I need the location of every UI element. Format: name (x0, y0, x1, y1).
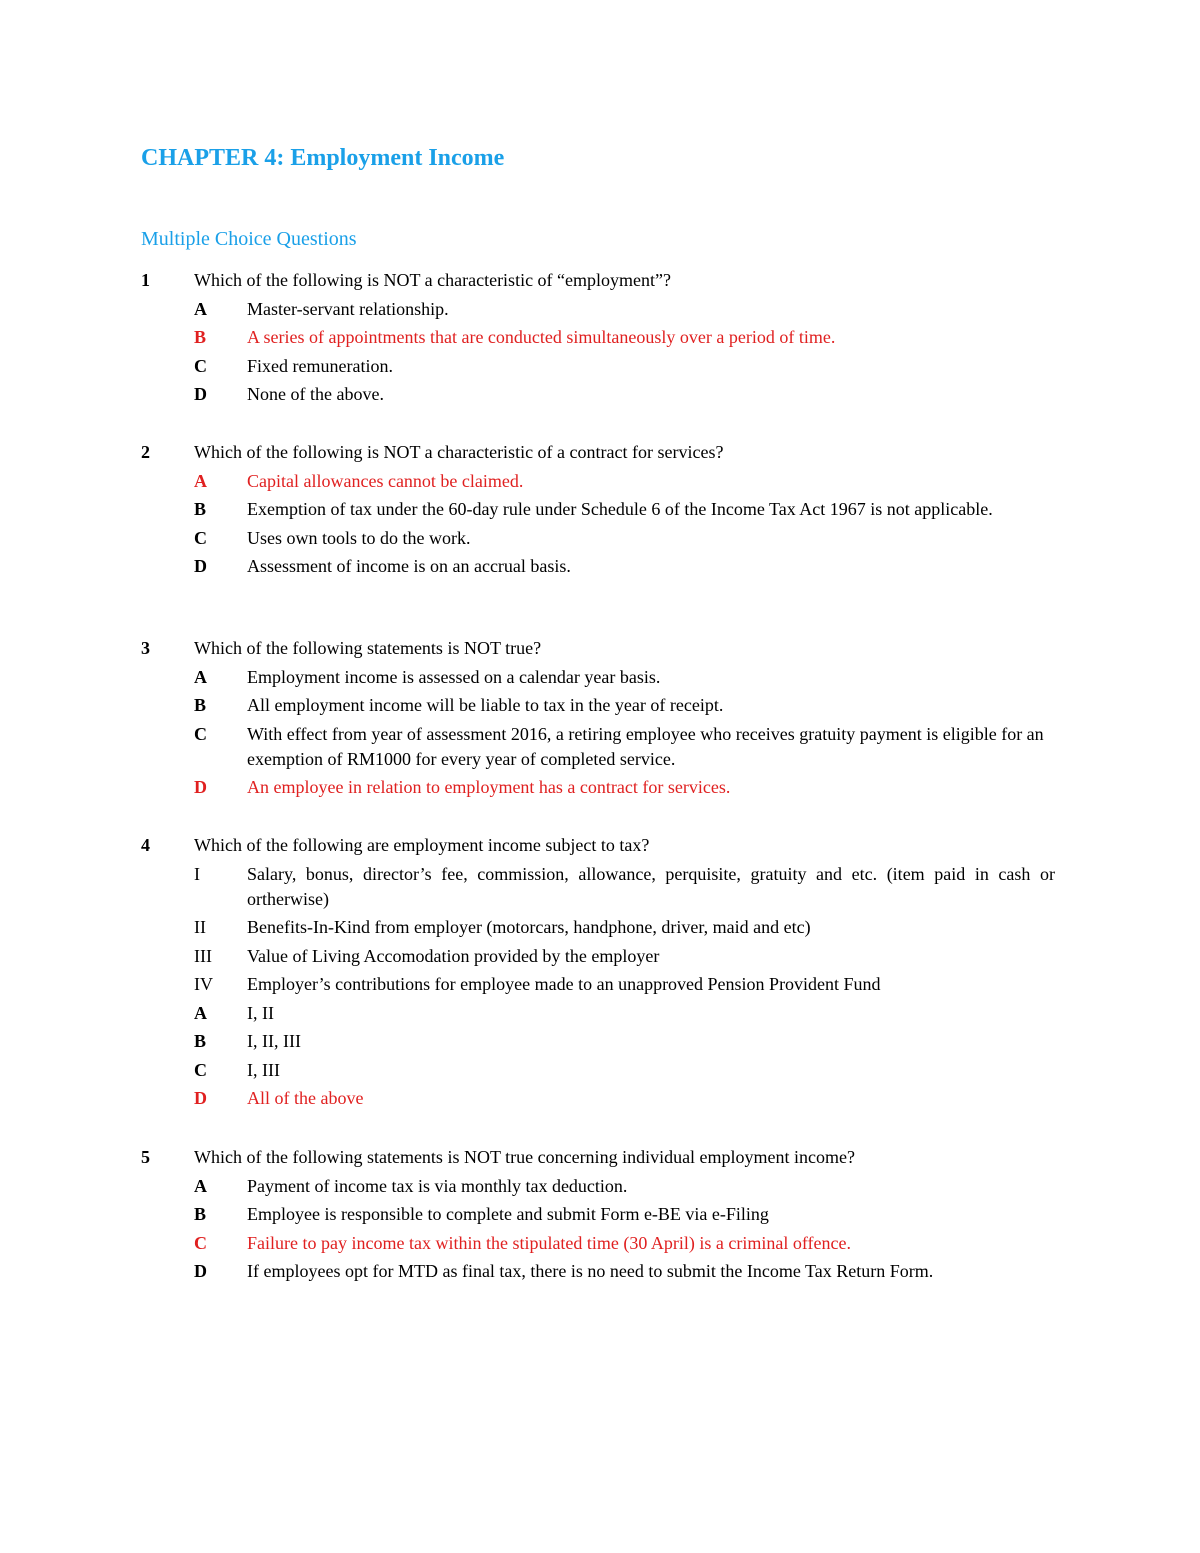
option-text: All of the above (247, 1088, 364, 1108)
statement-numeral: II (194, 917, 206, 937)
statement-iii (141, 944, 1061, 969)
option-letter: D (194, 384, 207, 404)
option-letter: C (194, 527, 207, 548)
question-1 (141, 268, 1061, 411)
option-d[interactable] (141, 1086, 1061, 1111)
question-2 (141, 440, 1061, 583)
statement-numeral: III (194, 945, 212, 966)
option-a[interactable] (141, 665, 1061, 690)
option-letter: A (194, 666, 207, 687)
option-text: Fixed remuneration. (247, 355, 393, 376)
question-3 (141, 636, 1061, 804)
option-d[interactable] (141, 554, 1061, 579)
statement-iv (141, 972, 1061, 997)
option-c[interactable] (141, 722, 1061, 772)
option-letter: C (194, 723, 207, 744)
option-text: I, II (247, 1002, 274, 1023)
option-a[interactable] (141, 1001, 1061, 1026)
option-text: Assessment of income is on an accrual basis. (247, 556, 571, 576)
option-b[interactable] (141, 497, 1061, 522)
option-b[interactable] (141, 325, 1061, 350)
option-c[interactable] (141, 354, 1061, 379)
option-b[interactable] (141, 1029, 1061, 1054)
option-letter: A (194, 298, 207, 319)
option-a[interactable] (141, 469, 1061, 494)
option-text: I, II, III (247, 1031, 301, 1051)
option-letter: B (194, 695, 207, 715)
option-text: I, III (247, 1059, 280, 1080)
question-text: Which of the following are employment income subject to tax? (194, 835, 650, 855)
option-text: Employment income is assessed on a calendar year basis. (247, 666, 661, 687)
question-number: 2 (141, 442, 150, 462)
option-b[interactable] (141, 1202, 1061, 1227)
option-text: All employment income will be liable to tax in the year of receipt. (247, 695, 724, 715)
chapter-title: CHAPTER 4: Employment Income (141, 145, 505, 171)
option-letter: B (194, 1204, 207, 1224)
option-c[interactable] (141, 1231, 1061, 1256)
statement-text: Salary, bonus, director’s fee, commission, allowance, perquisite, gratuity and etc. (item paid in cash or ortherwise) (247, 863, 1055, 909)
statement-i (141, 862, 1061, 912)
section-title: Multiple Choice Questions (141, 228, 357, 250)
option-letter: B (194, 499, 207, 519)
statement-ii (141, 915, 1061, 940)
option-letter: D (194, 777, 207, 797)
question-4 (141, 833, 1061, 1115)
option-letter: C (194, 1059, 207, 1080)
option-text: Master-servant relationship. (247, 298, 449, 319)
question-number: 5 (141, 1147, 150, 1167)
option-letter: B (194, 327, 207, 347)
option-b[interactable] (141, 693, 1061, 718)
option-a[interactable] (141, 297, 1061, 322)
option-letter: B (194, 1031, 207, 1051)
option-d[interactable] (141, 382, 1061, 407)
option-text: Uses own tools to do the work. (247, 527, 471, 548)
option-a[interactable] (141, 1174, 1061, 1199)
option-text: An employee in relation to employment has a contract for services. (247, 777, 731, 797)
option-text: None of the above. (247, 384, 384, 404)
option-text: If employees opt for MTD as final tax, there is no need to submit the Income Tax Return Form. (247, 1261, 934, 1281)
question-text: Which of the following is NOT a characteristic of “employment”? (194, 270, 671, 290)
statement-text: Value of Living Accomodation provided by the employer (247, 945, 660, 966)
option-d[interactable] (141, 1259, 1061, 1284)
option-text: Exemption of tax under the 60-day rule under Schedule 6 of the Income Tax Act 1967 is not applicable. (247, 499, 993, 519)
option-letter: D (194, 556, 207, 576)
option-text: Payment of income tax is via monthly tax deduction. (247, 1175, 628, 1196)
option-d[interactable] (141, 775, 1061, 800)
option-text: Failure to pay income tax within the stipulated time (30 April) is a criminal offence. (247, 1232, 852, 1253)
option-letter: C (194, 355, 207, 376)
option-text: Employee is responsible to complete and submit Form e-BE via e-Filing (247, 1204, 769, 1224)
statement-text: Benefits-In-Kind from employer (motorcars, handphone, driver, maid and etc) (247, 917, 811, 937)
statement-numeral: I (194, 863, 200, 884)
option-letter: A (194, 1002, 207, 1023)
statement-numeral: IV (194, 974, 213, 994)
option-c[interactable] (141, 526, 1061, 551)
question-number: 4 (141, 835, 150, 855)
question-number: 3 (141, 638, 150, 658)
question-text: Which of the following statements is NOT true concerning individual employment income? (194, 1147, 856, 1167)
option-letter: C (194, 1232, 207, 1253)
option-text: With effect from year of assessment 2016, a retiring employee who receives gratuity payment is eligible for an exemption of RM1000 for every year of completed service. (247, 723, 1044, 769)
question-number: 1 (141, 270, 150, 290)
option-letter: A (194, 470, 207, 491)
option-text: A series of appointments that are conducted simultaneously over a period of time. (247, 327, 836, 347)
question-5 (141, 1145, 1061, 1288)
option-letter: D (194, 1088, 207, 1108)
statement-text: Employer’s contributions for employee made to an unapproved Pension Provident Fund (247, 974, 881, 994)
question-text: Which of the following statements is NOT true? (194, 638, 542, 658)
option-letter: A (194, 1175, 207, 1196)
question-text: Which of the following is NOT a characteristic of a contract for services? (194, 442, 724, 462)
option-letter: D (194, 1261, 207, 1281)
option-text: Capital allowances cannot be claimed. (247, 470, 524, 491)
option-c[interactable] (141, 1058, 1061, 1083)
